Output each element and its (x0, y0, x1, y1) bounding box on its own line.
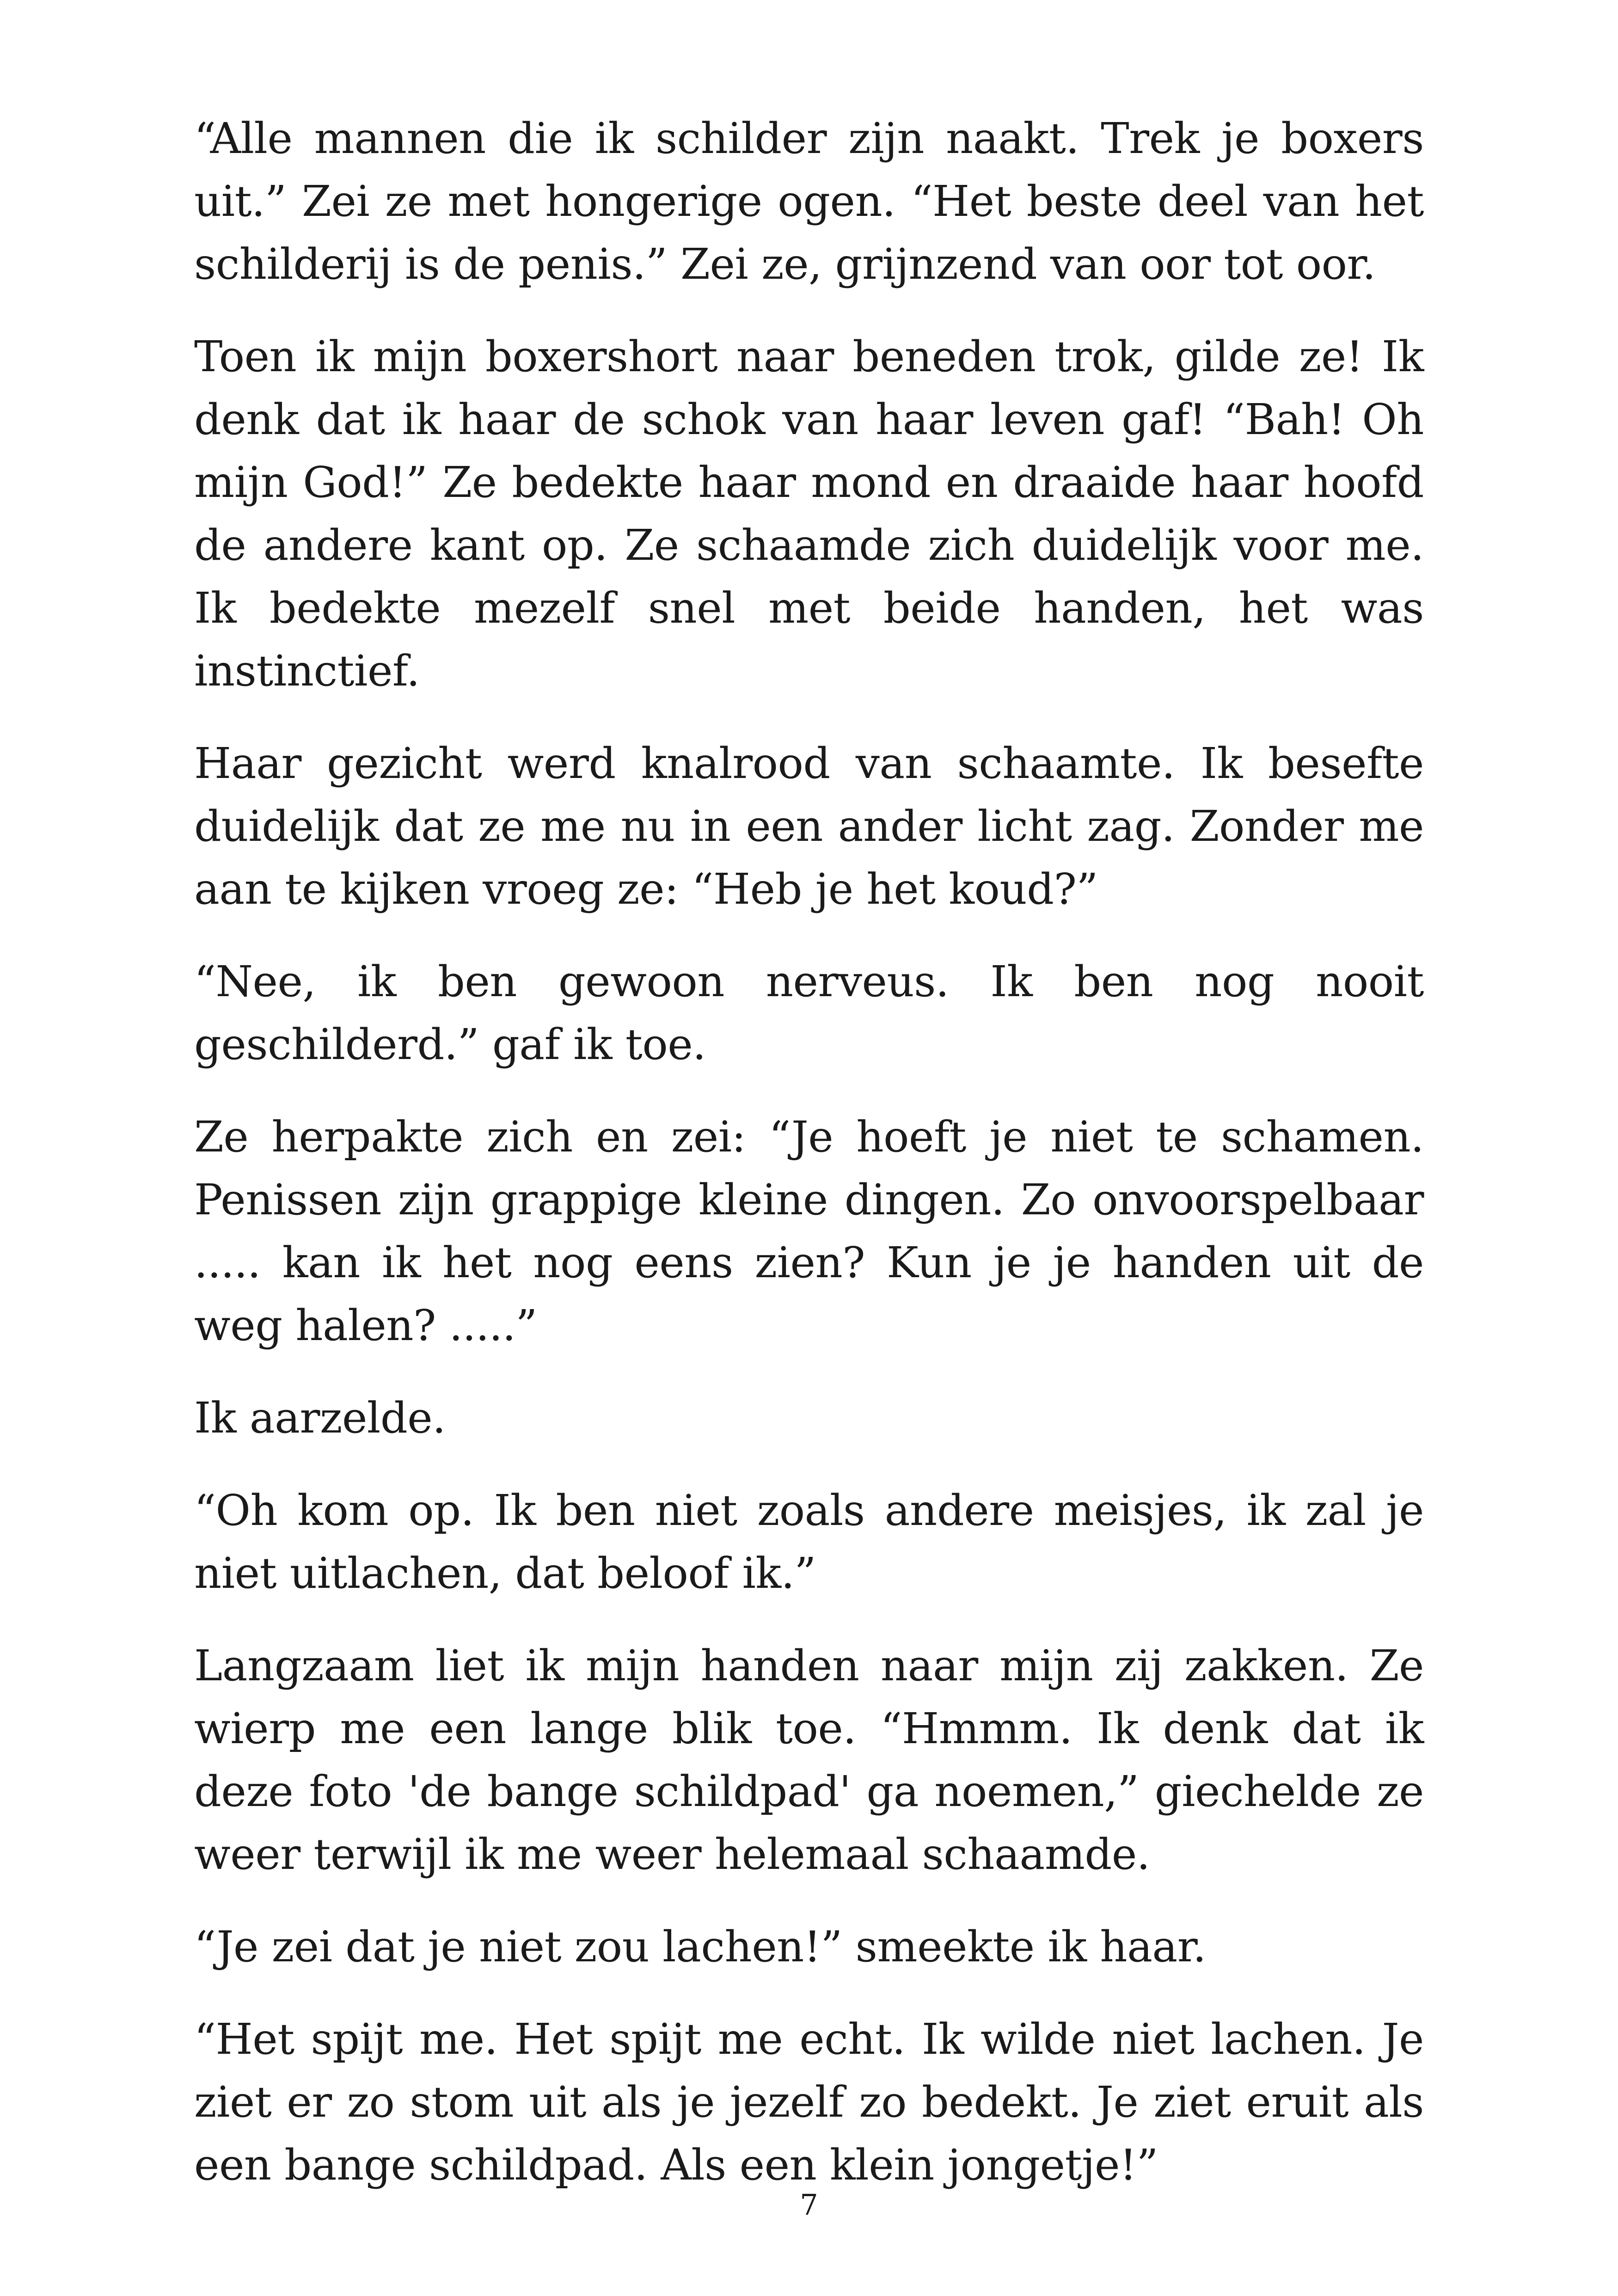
paragraph-10: “Het spijt me. Het spijt me echt. Ik wilde niet lachen. Je ziet er zo stom uit als je jezelf zo bedekt. Je ziet eruit als een bange schildpad. Als een klein jongetje!” (194, 2014, 1424, 2190)
paragraph-4: “Nee, ik ben gewoon nerveus. Ik ben nog nooit geschilderd.” gaf ik toe. (194, 957, 1424, 1069)
paragraph-3: Haar gezicht werd knalrood van schaamte. Ik besefte duidelijk dat ze me nu in een ander licht zag. Zonder me aan te kijken vroeg ze: “Heb je het koud?” (194, 739, 1424, 914)
paragraph-2: Toen ik mijn boxershort naar beneden trok, gilde ze! Ik denk dat ik haar de schok van haar leven gaf! “Bah! Oh mijn God!” Ze bedekte haar mond en draaide haar hoofd de andere kant op. Ze schaamde zich duidelijk voor me. Ik bedekte mezelf snel met beide handen, het was instinctief. (194, 332, 1424, 696)
paragraph-5: Ze herpakte zich en zei: “Je hoeft je niet te schamen. Penissen zijn grappige kleine dingen. Zo onvoorspelbaar ..... kan ik het nog eens zien? Kun je je handen uit de weg halen? .....” (194, 1112, 1424, 1350)
paragraph-7: “Oh kom op. Ik ben niet zoals andere meisjes, ik zal je niet uitlachen, dat beloof ik.” (194, 1486, 1424, 1598)
page-number: 7 (800, 2188, 818, 2222)
paragraph-1: “Alle mannen die ik schilder zijn naakt. Trek je boxers uit.” Zei ze met hongerige ogen. “Het beste deel van het schilderij is de penis.” Zei ze, grijnzend van oor tot oor. (194, 114, 1424, 289)
paragraph-8: Langzaam liet ik mijn handen naar mijn zij zakken. Ze wierp me een lange blik toe. “Hmmm. Ik denk dat ik deze foto 'de bange schildpad' ga noemen,” giechelde ze weer terwijl ik me weer helemaal schaamde. (194, 1641, 1424, 1879)
body-text (194, 107, 1424, 2226)
paragraph-6: Ik aarzelde. (194, 1393, 446, 1443)
paragraph-9: “Je zei dat je niet zou lachen!” smeekte ik haar. (194, 1922, 1206, 1971)
